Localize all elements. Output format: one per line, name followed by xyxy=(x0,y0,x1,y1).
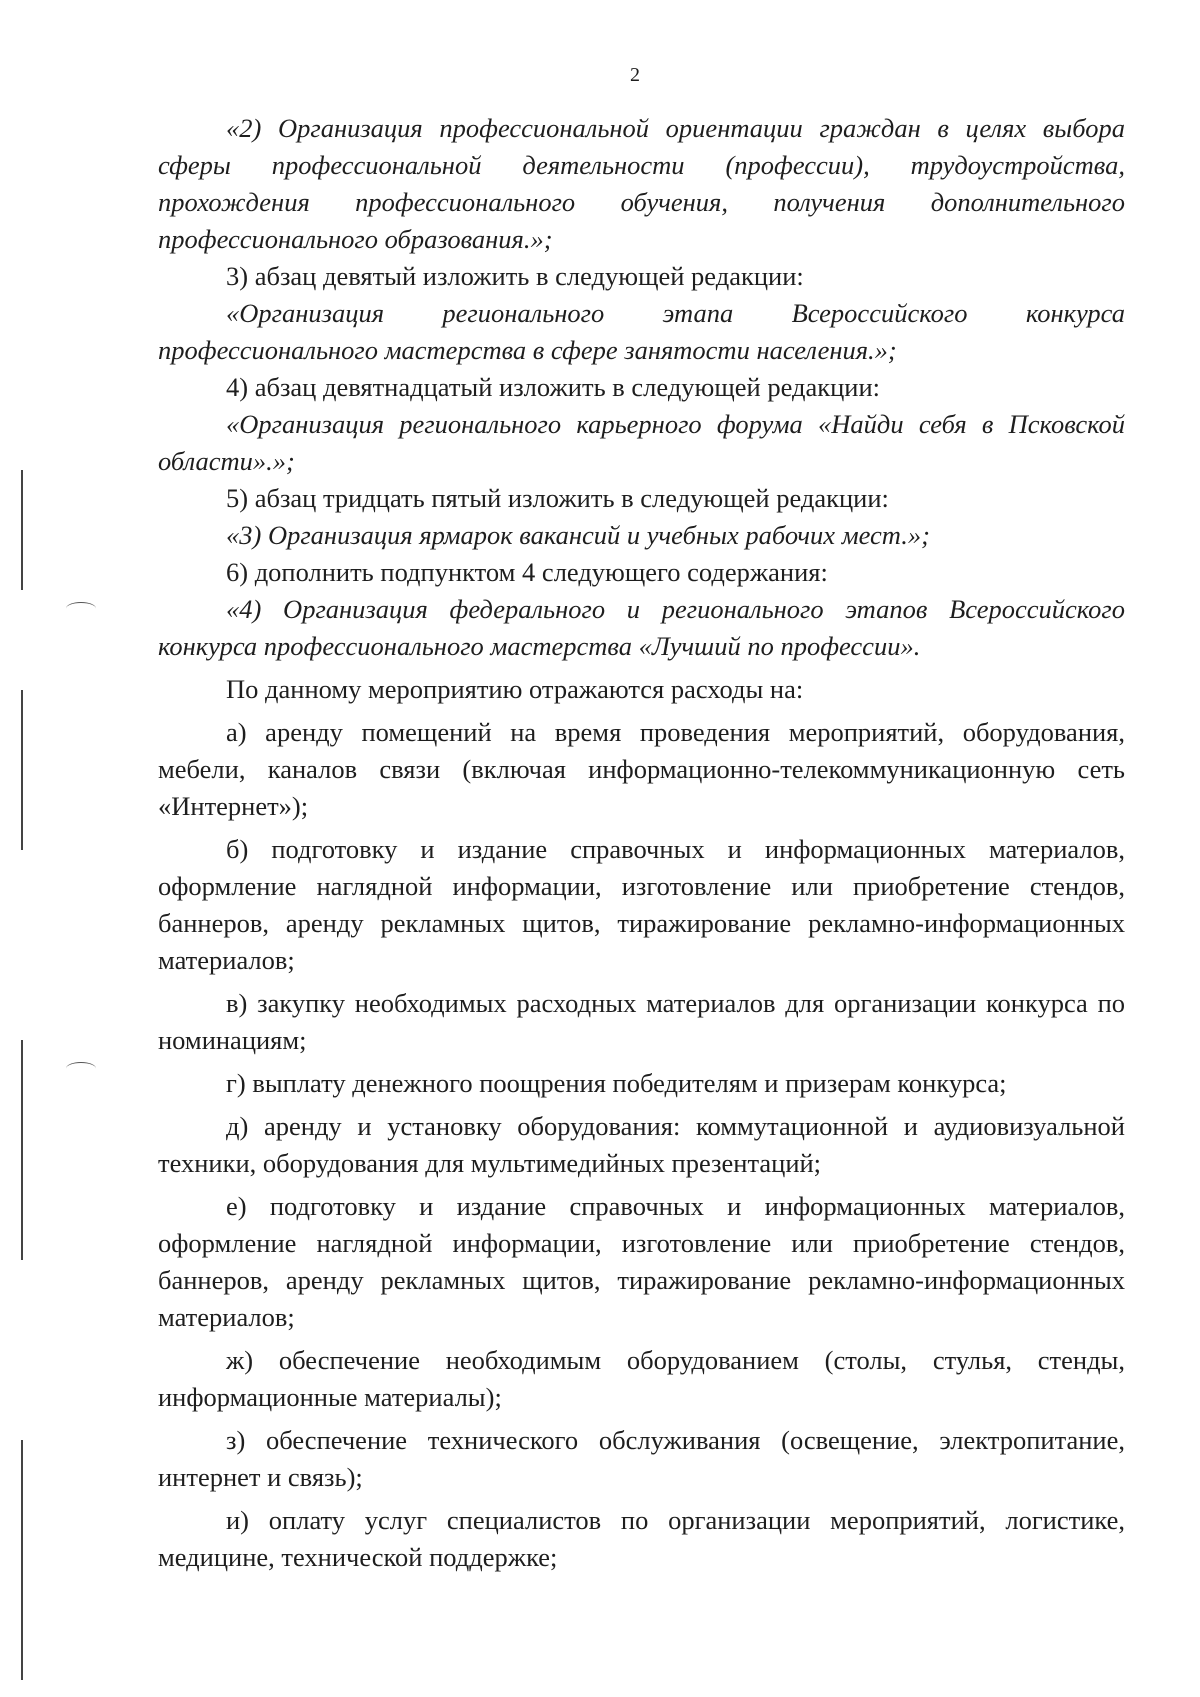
page-number: 2 xyxy=(630,64,640,86)
amendment-item-6: 6) дополнить подпунктом 4 следующего содержания: xyxy=(226,557,828,587)
expense-item-z: з) обеспечение технического обслуживания (освещение, электропитание, интернет и связь); xyxy=(158,1425,1125,1492)
amendment-item-5: 5) абзац тридцать пятый изложить в следующей редакции: xyxy=(226,483,889,513)
punch-hole-mark xyxy=(66,1062,96,1075)
scan-edge-mark xyxy=(21,1040,23,1260)
scan-edge-mark xyxy=(21,690,23,850)
amendment-item-4: 4) абзац девятнадцатый изложить в следующей редакции: xyxy=(226,372,881,402)
amendment-item-3: 3) абзац девятый изложить в следующей редакции: xyxy=(226,261,804,291)
expense-item-b: б) подготовку и издание справочных и информационных материалов, оформление наглядной информации, изготовление или приобретение стендов, баннеров, аренду рекламных щитов, тиражирование рекламно-информационных материалов; xyxy=(158,834,1125,975)
expense-item-g: г) выплату денежного поощрения победителям и призерам конкурса; xyxy=(226,1068,1007,1098)
quoted-subparagraph-2: «2) Организация профессиональной ориентации граждан в целях выбора сферы профессиональной деятельности (профессии), трудоустройства, прохождения профессионального обучения, получения дополнительного профессионального образования.»; xyxy=(158,113,1125,254)
scan-edge-mark xyxy=(21,1440,23,1680)
punch-hole-mark xyxy=(66,602,96,615)
quoted-text-item-3: «Организация регионального этапа Всероссийского конкурса профессионального мастерства в сфере занятости населения.»; xyxy=(158,298,1125,365)
document-body xyxy=(158,110,1125,1576)
quoted-text-item-4: «Организация регионального карьерного форума «Найди себя в Псковской области».»; xyxy=(158,409,1125,476)
expense-item-i: и) оплату услуг специалистов по организации мероприятий, логистике, медицине, технической поддержке; xyxy=(158,1505,1125,1572)
expenses-intro: По данному мероприятию отражаются расходы на: xyxy=(226,674,804,704)
scan-edge-mark xyxy=(21,470,23,590)
expense-item-zh: ж) обеспечение необходимым оборудованием (столы, стулья, стенды, информационные материалы); xyxy=(158,1345,1125,1412)
expense-item-a: а) аренду помещений на время проведения мероприятий, оборудования, мебели, каналов связи (включая информационно-телекоммуникационную сеть «Интернет»); xyxy=(158,717,1125,821)
expense-item-d: д) аренду и установку оборудования: коммутационной и аудиовизуальной техники, оборудования для мультимедийных презентаций; xyxy=(158,1111,1125,1178)
quoted-text-item-5: «3) Организация ярмарок вакансий и учебных рабочих мест.»; xyxy=(226,520,930,550)
expense-item-e: е) подготовку и издание справочных и информационных материалов, оформление наглядной информации, изготовление или приобретение стендов, баннеров, аренду рекламных щитов, тиражирование рекламно-информационных материалов; xyxy=(158,1191,1125,1332)
quoted-text-item-6: «4) Организация федерального и регионального этапов Всероссийского конкурса профессионального мастерства «Лучший по профессии». xyxy=(158,594,1125,661)
expense-item-v: в) закупку необходимых расходных материалов для организации конкурса по номинациям; xyxy=(158,988,1125,1055)
